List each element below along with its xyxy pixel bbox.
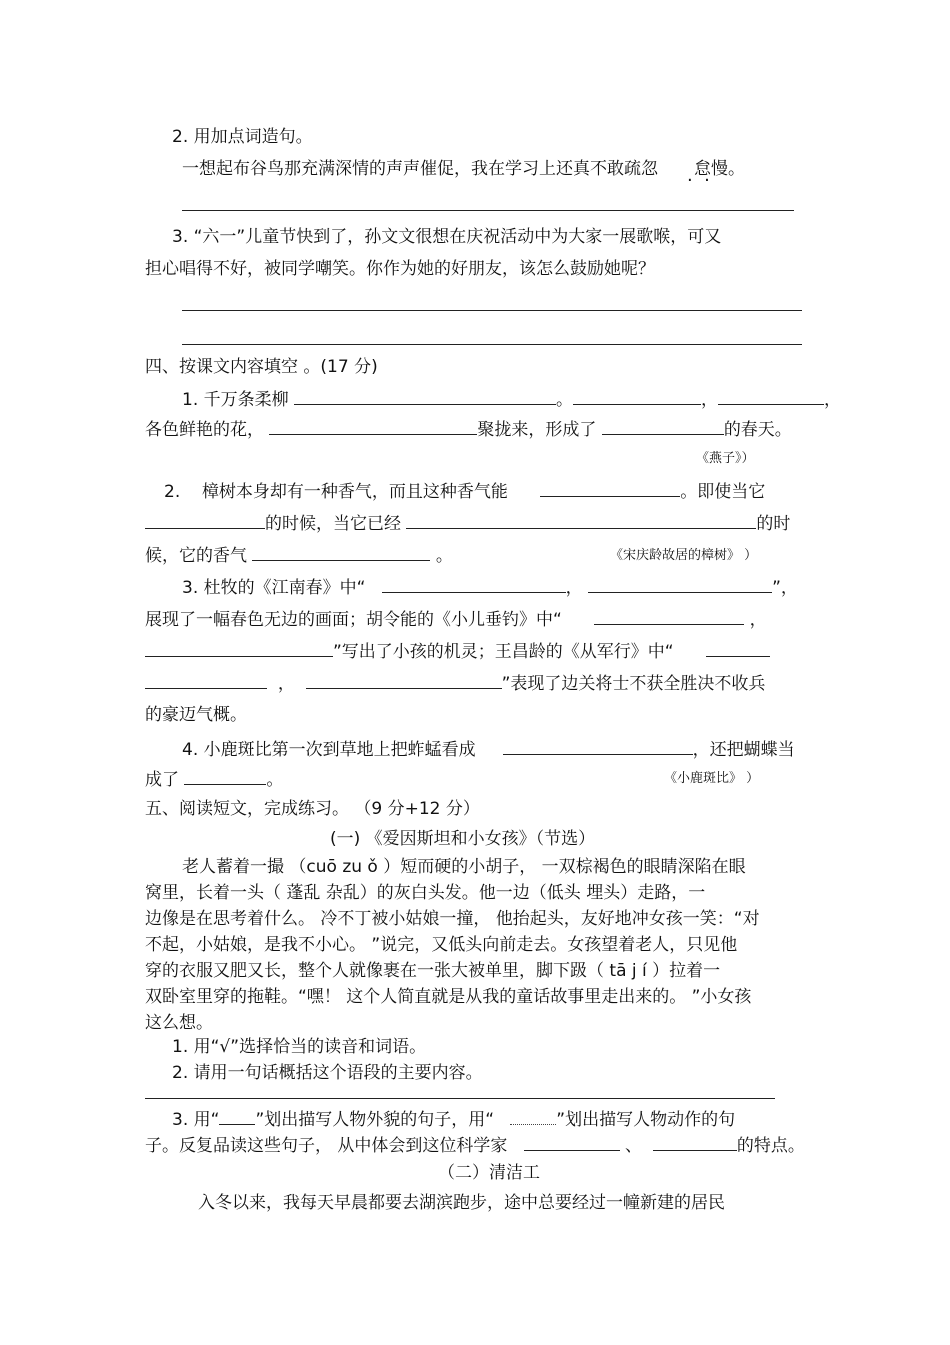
q3-text-e: 、 [625,1136,643,1156]
item2-text-d: 的时候，当它已经 [265,514,401,534]
passage-line-7: 这么想。 [145,1013,213,1033]
item4-text-c: 成了 [145,770,179,790]
blank-3a[interactable] [382,576,566,593]
blank-1e[interactable] [602,418,724,435]
question-3-line2: 担心唱得不好，被同学嘲笑。你作为她的好朋友，该怎么鼓励她呢？ [145,259,655,279]
question-3-line1: 3. “六一”儿童节快到了，孙文文很想在庆祝活动中为大家一展歌喉，可又 [172,227,722,247]
item2-text-a: 2. [164,482,181,502]
item3-text-f: ”写出了小孩的机灵；王昌龄的《从军行》中“ [333,642,674,662]
passage-line-3: 边像是在思考着什么。 冷不丁被小姑娘一撞， 他抬起头，友好地冲女孩一笑：“对 [145,909,760,929]
blank-3c[interactable] [594,608,744,625]
sentence-part-b: 怠慢。 [694,159,745,179]
blank-3b[interactable] [588,576,772,593]
answer-line-q3-1[interactable] [182,310,802,311]
blank-3e[interactable] [706,640,770,657]
item3-text-h: ”表现了边关将士不获全胜决不收兵 [501,674,766,694]
blank-1b[interactable] [573,388,701,405]
blank-4a[interactable] [503,738,693,755]
sec4-item3-line5: 的豪迈气概。 [145,705,247,725]
sec5-question-2: 2. 请用一句话概括这个语段的主要内容。 [172,1063,483,1083]
sec4-item3-line2 [145,608,767,631]
item3-text-a: 3. 杜牧的《江南春》中“ [182,578,366,598]
blank-3f[interactable] [145,672,267,689]
blank-2c[interactable] [406,512,756,529]
item1-text-g: 的春天。 [723,420,792,440]
sec4-item3-line1 [182,576,798,599]
source-yanzi: 《燕子》） [696,451,755,466]
item2-text-f: 候，它的香气 [145,546,247,566]
sec4-item3-line4 [145,672,765,695]
emphasis-dots: · · [687,170,710,191]
item2-text-c: 。即使当它 [680,482,766,502]
item1-text-f: 聚拢来，形成了 [477,420,597,440]
item1-text-e: 各色鲜艳的花， [145,420,264,440]
wavy-line-sample [510,1110,556,1125]
answer-line-q2[interactable] [182,210,794,211]
q3-text-c: ”划出描写人物动作的句 [556,1110,736,1130]
source-bambi: 《小鹿斑比》 ） [664,771,760,786]
sec5-question-3-line1 [172,1108,735,1131]
item2-text-b: 樟树本身却有一种香气，而且这种香气能 [201,482,508,502]
blank-1a[interactable] [294,388,556,405]
item3-text-e: ， [749,610,767,630]
blank-2a[interactable] [540,480,680,497]
sec4-item4-line1 [182,738,795,761]
sec4-item4-line2 [145,768,283,791]
passage-line-4: 不起，小姑娘，是我不小心。 ”说完，又低头向前走去。女孩望着老人，只见他 [145,935,738,955]
answer-line-sec5-q2[interactable] [145,1098,775,1099]
item1-text-a: 1. 千万条柔柳 [182,390,289,410]
section-4-heading: 四、按课文内容填空 。(17 分) [145,357,378,377]
sec4-item3-line3 [145,640,770,663]
sec4-item1-line1 [182,388,841,411]
blank-1c[interactable] [718,388,824,405]
item3-text-b: ， [565,578,583,598]
blank-2d[interactable] [252,544,430,561]
blank-4b[interactable] [184,768,266,785]
passage-1-title: (一) 《爱因斯坦和小女孩》（节选） [330,829,596,849]
passage-2-title: （二）清洁工 [438,1163,540,1183]
underline-sample [219,1108,255,1125]
blank-2b[interactable] [145,512,265,529]
blank-q3a[interactable] [524,1134,620,1151]
item2-text-e: 的时 [756,514,791,534]
blank-1d[interactable] [269,418,477,435]
item4-text-b: ，还把蝴蝶当 [692,740,795,760]
answer-line-q3-2[interactable] [182,344,802,345]
sec4-item2-line3 [145,544,453,567]
q3-text-a: 3. 用“ [172,1110,220,1130]
sec5-question-1: 1. 用“√”选择恰当的读音和词语。 [172,1037,427,1057]
passage-line-1: 老人蓄着一撮 （cuō zu ǒ ）短而硬的小胡子， 一双棕褐色的眼睛深陷在眼 [182,857,746,877]
blank-q3b[interactable] [653,1134,737,1151]
section-5-heading: 五、阅读短文，完成练习。 （9 分+12 分） [145,799,480,819]
blank-3d[interactable] [145,640,333,657]
sec4-item2-line1 [164,480,765,503]
q3-text-d: 子。反复品读这些句子， 从中体会到这位科学家 [145,1136,508,1156]
blank-3g[interactable] [306,672,502,689]
q3-text-b: ”划出描写人物外貌的句子，用“ [255,1110,495,1130]
sec4-item2-line2 [145,512,790,535]
passage-line-2: 窝里，长着一头（ 蓬乱 杂乱）的灰白头发。他一边（低头 埋头）走路，一 [145,883,706,903]
item4-text-a: 4. 小鹿斑比第一次到草地上把蚱蜢看成 [182,740,476,760]
sec5-question-3-line2 [145,1134,805,1157]
passage-line-6: 双卧室里穿的拖鞋。“嘿！ 这个人简直就是从我的童话故事里走出来的。 ”小女孩 [145,987,752,1007]
sentence-part-a: 一想起布谷鸟那充满深情的声声催促，我在学习上还真不敢疏忽 [182,159,658,179]
item4-text-d: 。 [266,770,284,790]
item3-text-g: ， [277,674,295,694]
question-2-prompt: 2. 用加点词造句。 [172,127,313,147]
q3-text-f: 的特点。 [736,1136,805,1156]
question-2-sentence [182,158,745,180]
passage-2-first-line: 入冬以来，我每天早晨都要去湖滨跑步，途中总要经过一幢新建的居民 [198,1193,725,1213]
passage-line-5: 穿的衣服又肥又长，整个人就像裹在一张大被单里，脚下趿（ tā j í ）拉着一 [145,961,721,981]
item1-text-d: ， [824,390,842,410]
item1-text-c: ， [701,390,719,410]
sec4-item1-line2 [145,418,792,441]
item1-text-b: 。 [556,390,574,410]
source-shuqin: 《宋庆龄故居的樟树》 ） [610,548,758,563]
item3-text-c: ”， [772,578,798,598]
item2-text-g: 。 [435,546,453,566]
item3-text-d: 展现了一幅春色无边的画面；胡令能的《小儿垂钓》中“ [145,610,562,630]
